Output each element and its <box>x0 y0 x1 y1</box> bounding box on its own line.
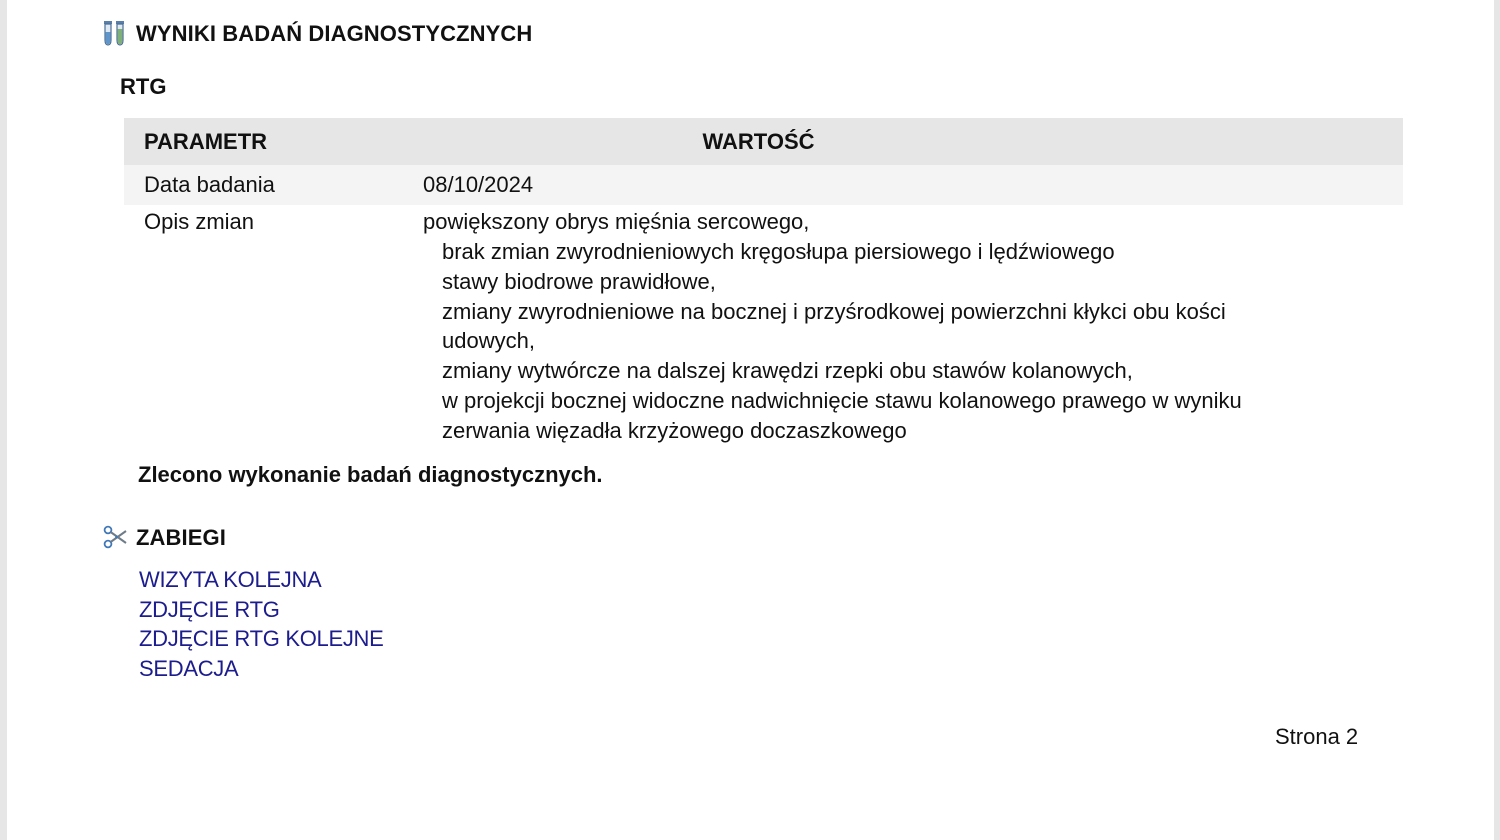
page-number: Strona 2 <box>1275 724 1359 749</box>
test-tubes-icon <box>102 20 130 48</box>
cell-param-description: Opis zmian <box>144 209 255 234</box>
cell-value-description <box>423 209 1403 446</box>
procedure-item-xray-followup[interactable]: ZDJĘCIE RTG KOLEJNE <box>139 626 384 652</box>
procedures-section-header <box>102 524 226 552</box>
description-line: w projekcji bocznej widoczne nadwichnięcie stawu kolanowego prawego w wyniku <box>442 387 1242 413</box>
procedures-section-title: ZABIEGI <box>136 525 226 550</box>
description-lines <box>423 237 1403 446</box>
results-section-header <box>102 20 532 48</box>
description-line: udowych, <box>442 328 535 354</box>
table-row-exam-date <box>124 165 1403 205</box>
description-line: stawy biodrowe prawidłowe, <box>442 268 716 294</box>
procedure-item-xray[interactable]: ZDJĘCIE RTG <box>139 596 280 622</box>
table-row-description <box>124 205 1403 446</box>
results-section-title: WYNIKI BADAŃ DIAGNOSTYCZNYCH <box>136 21 533 46</box>
exam-type-heading: RTG <box>120 74 167 99</box>
page-edge-right <box>1494 0 1500 840</box>
procedure-item-sedation[interactable]: SEDACJA <box>139 656 239 682</box>
description-line: brak zmian zwyrodnieniowych kręgosłupa piersiowego i lędźwiowego <box>442 239 1115 264</box>
description-line: powiększony obrys mięśnia sercowego, <box>423 209 810 234</box>
table-header-row <box>124 118 1403 165</box>
procedure-list <box>139 565 384 684</box>
column-header-value: WARTOŚĆ <box>702 128 815 154</box>
page-edge-left <box>0 0 7 840</box>
results-table <box>124 118 1403 446</box>
cell-value-exam-date: 08/10/2024 <box>423 172 534 197</box>
description-line: zerwania więzadła krzyżowego doczaszkowego <box>442 417 907 443</box>
description-line: zmiany wytwórcze na dalszej krawędzi rzepki obu stawów kolanowych, <box>442 358 1133 384</box>
diagnostics-ordered-note: Zlecono wykonanie badań diagnostycznych. <box>138 462 603 487</box>
description-line: zmiany zwyrodnieniowe na bocznej i przyśrodkowej powierzchni kłykci obu kości <box>442 298 1226 324</box>
procedure-item-follow-up-visit[interactable]: WIZYTA KOLEJNA <box>139 567 322 592</box>
column-header-parameter: PARAMETR <box>144 128 268 154</box>
cell-param-exam-date: Data badania <box>144 172 275 197</box>
scissors-icon <box>102 524 130 552</box>
